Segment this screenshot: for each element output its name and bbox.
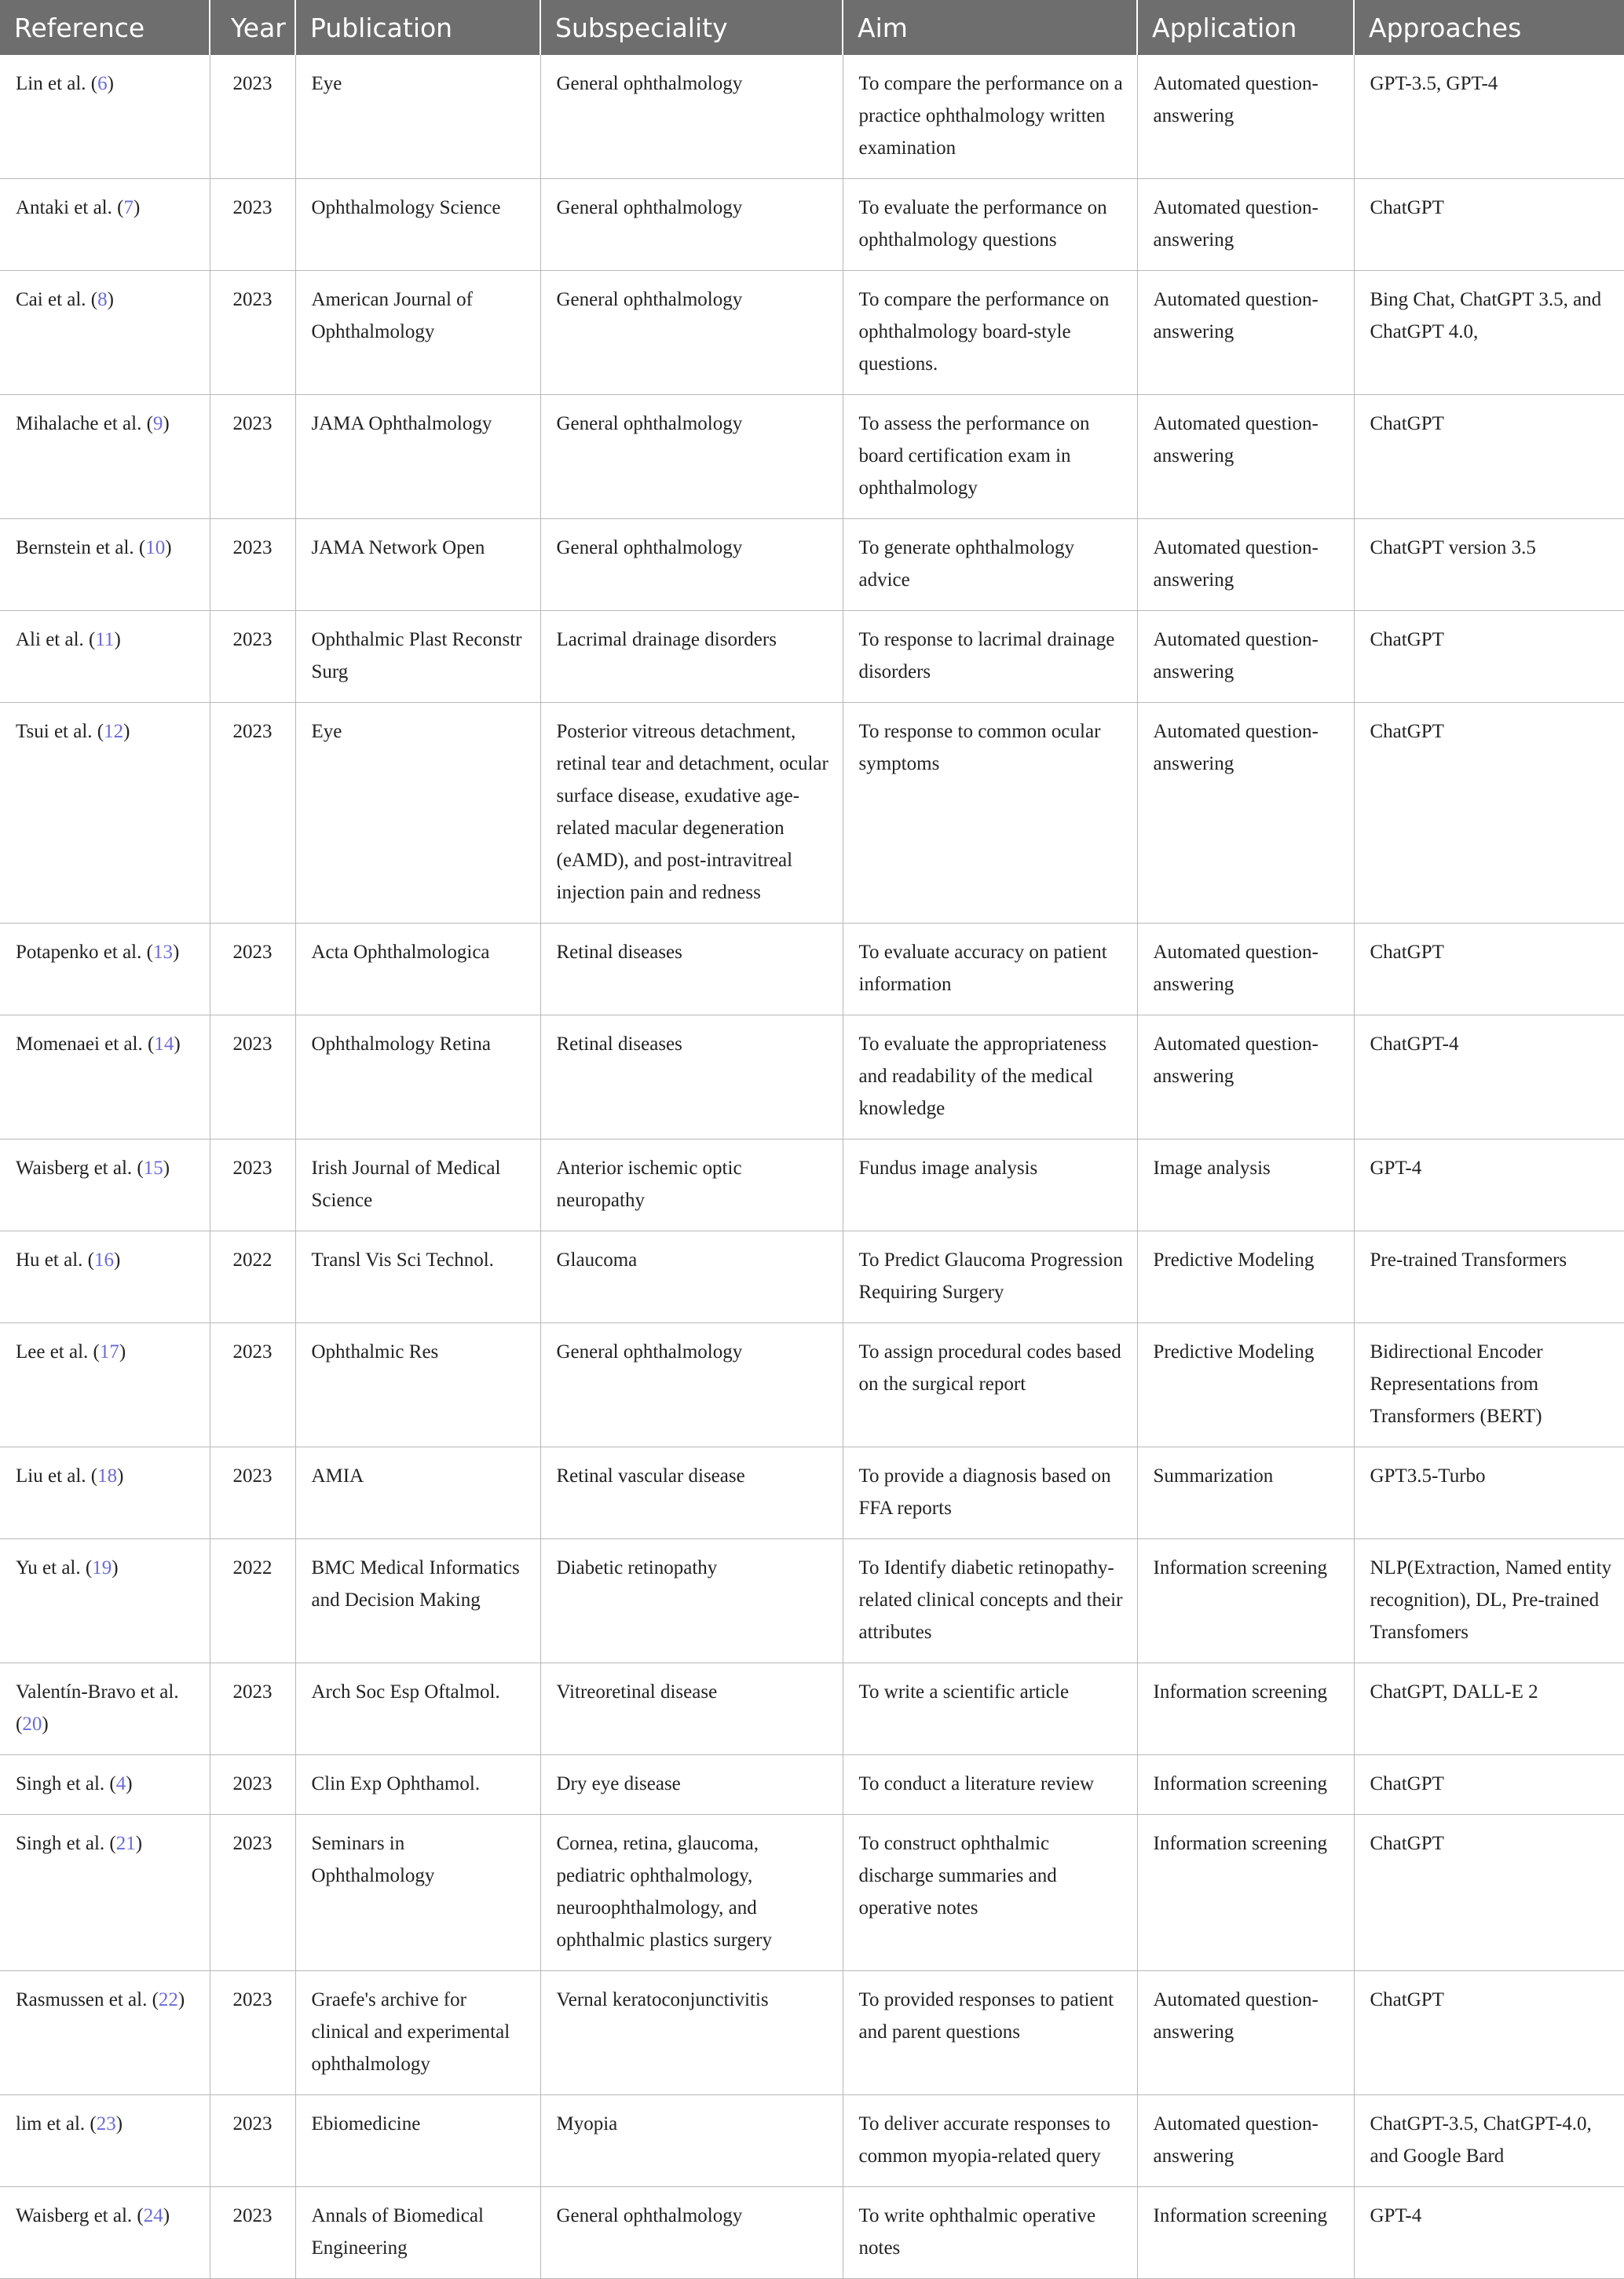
reference-close-paren: ): [163, 2205, 170, 2226]
cell-year: 2023: [210, 2187, 295, 2279]
cell-application: Information screening: [1137, 1815, 1354, 1971]
cell-reference: [0, 395, 210, 519]
table-row: [0, 2095, 1624, 2187]
cell-reference: [0, 55, 210, 179]
cell-approaches: ChatGPT: [1354, 1971, 1624, 2095]
reference-close-paren: ): [42, 1714, 49, 1735]
cell-publication: Eye: [295, 55, 540, 179]
citation-link[interactable]: 12: [104, 721, 124, 742]
reference-text: Antaki et al. (: [16, 197, 124, 218]
cell-aim: To response to common ocular symptoms: [843, 703, 1137, 924]
citation-link[interactable]: 7: [123, 197, 134, 218]
cell-application: Automated question-answering: [1137, 395, 1354, 519]
cell-approaches: GPT-4: [1354, 1140, 1624, 1231]
table-body: [0, 55, 1624, 2279]
cell-publication: AMIA: [295, 1447, 540, 1539]
cell-subspeciality: Retinal vascular disease: [540, 1447, 843, 1539]
cell-approaches: ChatGPT-4: [1354, 1015, 1624, 1140]
citation-link[interactable]: 16: [93, 1249, 114, 1271]
cell-publication: Ophthalmology Retina: [295, 1015, 540, 1140]
cell-reference: [0, 519, 210, 611]
cell-reference: [0, 2187, 210, 2279]
citation-link[interactable]: 4: [115, 1773, 126, 1794]
cell-year: 2023: [210, 179, 295, 271]
header-subspeciality: Subspeciality: [540, 0, 843, 55]
reference-close-paren: ): [114, 629, 121, 650]
table-row: [0, 611, 1624, 703]
reference-text: Waisberg et al. (: [16, 1158, 144, 1179]
table-row: [0, 1815, 1624, 1971]
cell-aim: To construct ophthalmic discharge summaries and operative notes: [843, 1815, 1137, 1971]
cell-aim: To response to lacrimal drainage disorders: [843, 611, 1137, 703]
cell-publication: JAMA Network Open: [295, 519, 540, 611]
cell-publication: Irish Journal of Medical Science: [295, 1140, 540, 1231]
cell-year: 2023: [210, 1015, 295, 1140]
reference-close-paren: ): [163, 1158, 170, 1179]
cell-aim: To generate ophthalmology advice: [843, 519, 1137, 611]
cell-subspeciality: Diabetic retinopathy: [540, 1539, 843, 1663]
cell-subspeciality: General ophthalmology: [540, 55, 843, 179]
cell-application: Automated question-answering: [1137, 1015, 1354, 1140]
reference-text: Hu et al. (: [16, 1249, 94, 1271]
cell-publication: BMC Medical Informatics and Decision Making: [295, 1539, 540, 1663]
reference-close-paren: ): [112, 1557, 119, 1578]
cell-reference: [0, 703, 210, 924]
citation-link[interactable]: 23: [96, 2113, 116, 2135]
cell-subspeciality: General ophthalmology: [540, 271, 843, 395]
cell-year: 2023: [210, 1323, 295, 1447]
cell-application: Information screening: [1137, 2187, 1354, 2279]
table-row: [0, 1971, 1624, 2095]
cell-aim: To deliver accurate responses to common myopia-related query: [843, 2095, 1137, 2187]
cell-application: Image analysis: [1137, 1140, 1354, 1231]
cell-year: 2023: [210, 1140, 295, 1231]
reference-text: Potapenko et al. (: [16, 942, 153, 963]
cell-application: Automated question-answering: [1137, 519, 1354, 611]
cell-publication: Seminars in Ophthalmology: [295, 1815, 540, 1971]
cell-aim: To compare the performance on a practice ophthalmology written examination: [843, 55, 1137, 179]
cell-year: 2023: [210, 703, 295, 924]
cell-approaches: GPT-4: [1354, 2187, 1624, 2279]
header-application: Application: [1137, 0, 1354, 55]
cell-approaches: GPT-3.5, GPT-4: [1354, 55, 1624, 179]
cell-year: 2023: [210, 55, 295, 179]
reference-text: Cai et al. (: [16, 289, 98, 310]
cell-year: 2023: [210, 271, 295, 395]
cell-reference: [0, 1815, 210, 1971]
cell-publication: Annals of Biomedical Engineering: [295, 2187, 540, 2279]
cell-year: 2023: [210, 1971, 295, 2095]
cell-aim: To provided responses to patient and parent questions: [843, 1971, 1137, 2095]
cell-approaches: ChatGPT-3.5, ChatGPT-4.0, and Google Bard: [1354, 2095, 1624, 2187]
citation-link[interactable]: 8: [97, 289, 108, 310]
header-aim: Aim: [843, 0, 1137, 55]
header-year: Year: [210, 0, 295, 55]
cell-subspeciality: General ophthalmology: [540, 395, 843, 519]
cell-application: Automated question-answering: [1137, 55, 1354, 179]
table-row: [0, 1140, 1624, 1231]
cell-subspeciality: General ophthalmology: [540, 1323, 843, 1447]
cell-application: Automated question-answering: [1137, 924, 1354, 1015]
cell-year: 2023: [210, 1447, 295, 1539]
cell-publication: Arch Soc Esp Oftalmol.: [295, 1663, 540, 1755]
reference-close-paren: ): [177, 1989, 185, 2010]
cell-aim: Fundus image analysis: [843, 1140, 1137, 1231]
cell-year: 2023: [210, 1755, 295, 1815]
citation-link[interactable]: 9: [152, 413, 163, 434]
cell-publication: Ophthalmic Res: [295, 1323, 540, 1447]
cell-year: 2023: [210, 611, 295, 703]
reference-close-paren: ): [163, 413, 170, 434]
cell-approaches: ChatGPT: [1354, 703, 1624, 924]
reference-text: Mihalache et al. (: [16, 413, 153, 434]
table-header: [0, 0, 1624, 55]
cell-year: 2022: [210, 1231, 295, 1323]
cell-approaches: ChatGPT: [1354, 395, 1624, 519]
reference-close-paren: ): [172, 942, 180, 963]
reference-close-paren: ): [119, 1341, 126, 1363]
table-row: [0, 179, 1624, 271]
cell-subspeciality: Retinal diseases: [540, 924, 843, 1015]
cell-year: 2023: [210, 2095, 295, 2187]
cell-subspeciality: Cornea, retina, glaucoma, pediatric ophthalmology, neuroophthalmology, and ophthalmic plastics surgery: [540, 1815, 843, 1971]
header-approaches: Approaches: [1354, 0, 1624, 55]
reference-text: Liu et al. (: [16, 1465, 98, 1487]
cell-subspeciality: Vitreoretinal disease: [540, 1663, 843, 1755]
cell-reference: [0, 2095, 210, 2187]
cell-reference: [0, 179, 210, 271]
cell-publication: American Journal of Ophthalmology: [295, 271, 540, 395]
citation-link[interactable]: 11: [95, 629, 115, 650]
cell-approaches: Bing Chat, ChatGPT 3.5, and ChatGPT 4.0,: [1354, 271, 1624, 395]
reference-close-paren: ): [123, 721, 130, 742]
cell-approaches: Bidirectional Encoder Representations from Transformers (BERT): [1354, 1323, 1624, 1447]
table-row: [0, 924, 1624, 1015]
cell-subspeciality: Dry eye disease: [540, 1755, 843, 1815]
cell-year: 2023: [210, 395, 295, 519]
cell-aim: To assign procedural codes based on the surgical report: [843, 1323, 1137, 1447]
header-publication: Publication: [295, 0, 540, 55]
cell-subspeciality: Myopia: [540, 2095, 843, 2187]
cell-subspeciality: General ophthalmology: [540, 179, 843, 271]
cell-application: Information screening: [1137, 1539, 1354, 1663]
cell-reference: [0, 1755, 210, 1815]
cell-reference: [0, 1539, 210, 1663]
reference-text: Singh et al. (: [16, 1773, 116, 1794]
cell-application: Automated question-answering: [1137, 179, 1354, 271]
cell-application: Automated question-answering: [1137, 703, 1354, 924]
cell-approaches: ChatGPT: [1354, 1815, 1624, 1971]
cell-application: Automated question-answering: [1137, 271, 1354, 395]
cell-approaches: NLP(Extraction, Named entity recognition), DL, Pre-trained Transfomers: [1354, 1539, 1624, 1663]
citation-link[interactable]: 17: [99, 1341, 119, 1363]
reference-text: Ali et al. (: [16, 629, 96, 650]
cell-approaches: ChatGPT: [1354, 611, 1624, 703]
cell-reference: [0, 1323, 210, 1447]
table-row: [0, 1539, 1624, 1663]
cell-aim: To conduct a literature review: [843, 1755, 1137, 1815]
cell-publication: Ebiomedicine: [295, 2095, 540, 2187]
cell-application: Predictive Modeling: [1137, 1323, 1354, 1447]
table-row: [0, 703, 1624, 924]
reference-text: Waisberg et al. (: [16, 2205, 144, 2226]
cell-aim: To assess the performance on board certification exam in ophthalmology: [843, 395, 1137, 519]
reference-text: Bernstein et al. (: [16, 537, 146, 558]
cell-aim: To evaluate the appropriateness and readability of the medical knowledge: [843, 1015, 1137, 1140]
cell-subspeciality: General ophthalmology: [540, 519, 843, 611]
cell-approaches: ChatGPT: [1354, 1755, 1624, 1815]
table-row: [0, 1755, 1624, 1815]
citation-link[interactable]: 6: [97, 73, 108, 94]
reference-text: lim et al. (: [16, 2113, 97, 2135]
reference-close-paren: ): [117, 1465, 124, 1487]
cell-subspeciality: Vernal keratoconjunctivitis: [540, 1971, 843, 2095]
cell-aim: To provide a diagnosis based on FFA reports: [843, 1447, 1137, 1539]
cell-aim: To evaluate the performance on ophthalmology questions: [843, 179, 1137, 271]
cell-reference: [0, 1231, 210, 1323]
reference-close-paren: ): [135, 1833, 143, 1854]
reference-close-paren: ): [107, 289, 114, 310]
cell-publication: Ophthalmology Science: [295, 179, 540, 271]
citation-link[interactable]: 13: [152, 942, 173, 963]
reference-text: Yu et al. (: [16, 1557, 93, 1578]
reference-close-paren: ): [174, 1033, 181, 1055]
citation-link[interactable]: 14: [154, 1033, 174, 1055]
cell-approaches: ChatGPT version 3.5: [1354, 519, 1624, 611]
cell-approaches: ChatGPT: [1354, 924, 1624, 1015]
cell-publication: Transl Vis Sci Technol.: [295, 1231, 540, 1323]
cell-aim: To evaluate accuracy on patient information: [843, 924, 1137, 1015]
citation-link[interactable]: 10: [145, 537, 166, 558]
reference-text: Momenaei et al. (: [16, 1033, 155, 1055]
table-row: [0, 1323, 1624, 1447]
citation-link[interactable]: 24: [143, 2205, 163, 2226]
cell-subspeciality: Glaucoma: [540, 1231, 843, 1323]
table-row: [0, 395, 1624, 519]
cell-application: Predictive Modeling: [1137, 1231, 1354, 1323]
header-reference: Reference: [0, 0, 210, 55]
cell-publication: Clin Exp Ophthamol.: [295, 1755, 540, 1815]
citation-link[interactable]: 22: [158, 1989, 178, 2010]
table-row: [0, 519, 1624, 611]
reference-close-paren: ): [115, 2113, 123, 2135]
citation-link[interactable]: 21: [115, 1833, 136, 1854]
cell-subspeciality: Lacrimal drainage disorders: [540, 611, 843, 703]
cell-publication: Eye: [295, 703, 540, 924]
cell-reference: [0, 924, 210, 1015]
cell-reference: [0, 1971, 210, 2095]
cell-aim: To Identify diabetic retinopathy-related clinical concepts and their attributes: [843, 1539, 1137, 1663]
table-row: [0, 1447, 1624, 1539]
table-row: [0, 1015, 1624, 1140]
reference-text: Tsui et al. (: [16, 721, 104, 742]
reference-close-paren: ): [113, 1249, 121, 1271]
cell-application: Summarization: [1137, 1447, 1354, 1539]
cell-aim: To write a scientific article: [843, 1663, 1137, 1755]
citation-link[interactable]: 18: [97, 1465, 118, 1487]
cell-application: Information screening: [1137, 1663, 1354, 1755]
cell-reference: [0, 1015, 210, 1140]
cell-aim: To Predict Glaucoma Progression Requiring Surgery: [843, 1231, 1137, 1323]
table-row: [0, 55, 1624, 179]
citation-link[interactable]: 20: [22, 1714, 42, 1735]
reference-close-paren: ): [126, 1773, 133, 1794]
reference-close-paren: ): [107, 73, 114, 94]
table-row: [0, 1231, 1624, 1323]
cell-aim: To compare the performance on ophthalmology board-style questions.: [843, 271, 1137, 395]
cell-subspeciality: Posterior vitreous detachment, retinal tear and detachment, ocular surface disease, exudative age-related macular degeneration (eAMD), and post-intravitreal injection pain and redness: [540, 703, 843, 924]
cell-publication: Ophthalmic Plast Reconstr Surg: [295, 611, 540, 703]
cell-year: 2023: [210, 924, 295, 1015]
cell-application: Information screening: [1137, 1755, 1354, 1815]
citation-link[interactable]: 15: [143, 1158, 163, 1179]
cell-year: 2023: [210, 1815, 295, 1971]
cell-publication: Acta Ophthalmologica: [295, 924, 540, 1015]
reference-close-paren: ): [133, 197, 141, 218]
reference-close-paren: ): [165, 537, 172, 558]
cell-reference: [0, 1447, 210, 1539]
cell-approaches: Pre-trained Transformers: [1354, 1231, 1624, 1323]
cell-subspeciality: Retinal diseases: [540, 1015, 843, 1140]
cell-reference: [0, 271, 210, 395]
reference-text: Valentín-Bravo et al. (: [16, 1681, 179, 1735]
cell-aim: To write ophthalmic operative notes: [843, 2187, 1137, 2279]
cell-subspeciality: Anterior ischemic optic neuropathy: [540, 1140, 843, 1231]
table-row: [0, 2187, 1624, 2279]
reference-text: Lee et al. (: [16, 1341, 100, 1363]
table-row: [0, 271, 1624, 395]
cell-year: 2023: [210, 1663, 295, 1755]
table-row: [0, 1663, 1624, 1755]
cell-publication: Graefe's archive for clinical and experimental ophthalmology: [295, 1971, 540, 2095]
cell-year: 2023: [210, 519, 295, 611]
cell-approaches: GPT3.5-Turbo: [1354, 1447, 1624, 1539]
cell-publication: JAMA Ophthalmology: [295, 395, 540, 519]
cell-approaches: ChatGPT, DALL-E 2: [1354, 1663, 1624, 1755]
cell-reference: [0, 1663, 210, 1755]
cell-application: Automated question-answering: [1137, 611, 1354, 703]
cell-subspeciality: General ophthalmology: [540, 2187, 843, 2279]
cell-reference: [0, 611, 210, 703]
reference-text: Lin et al. (: [16, 73, 98, 94]
cell-application: Automated question-answering: [1137, 2095, 1354, 2187]
cell-approaches: ChatGPT: [1354, 179, 1624, 271]
cell-reference: [0, 1140, 210, 1231]
citation-link[interactable]: 19: [92, 1557, 112, 1578]
cell-year: 2022: [210, 1539, 295, 1663]
cell-application: Automated question-answering: [1137, 1971, 1354, 2095]
reference-text: Singh et al. (: [16, 1833, 116, 1854]
reference-text: Rasmussen et al. (: [16, 1989, 159, 2010]
